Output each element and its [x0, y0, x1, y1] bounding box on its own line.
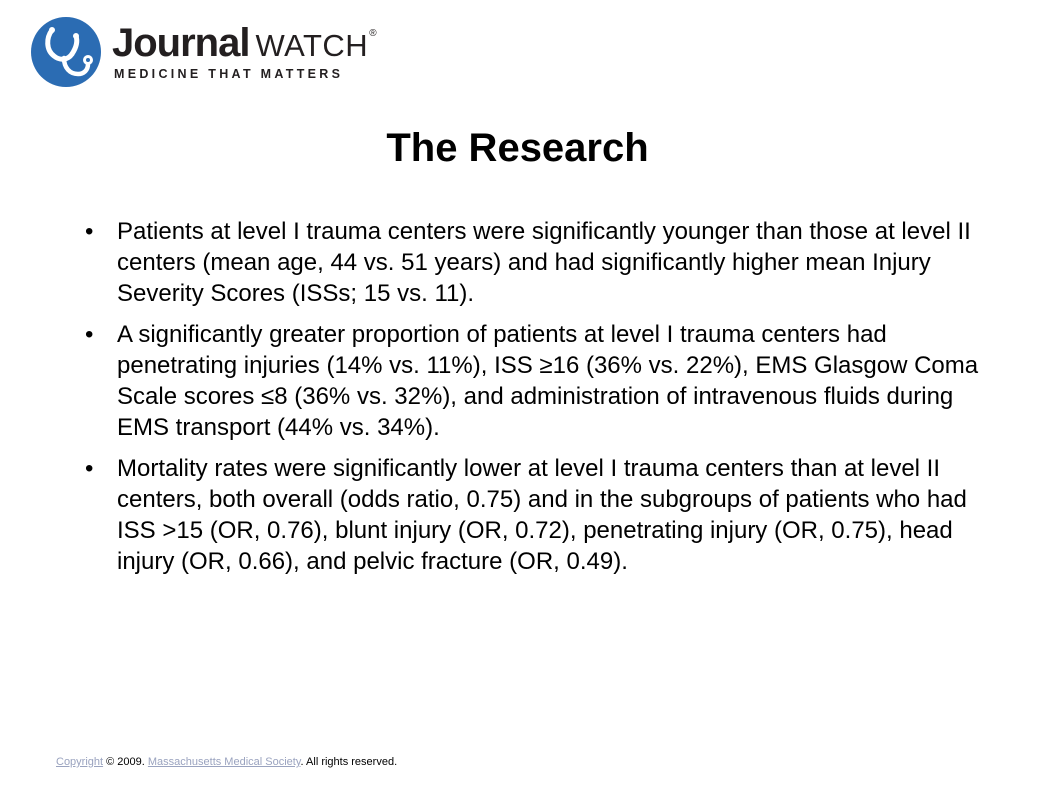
bullet-text: Patients at level I trauma centers were significantly younger than those at level II centers (mean age, 44 vs. 51 years) and had significantly higher mean Injury Severity Scores (ISSs; 15 vs. 11).	[117, 218, 971, 307]
bullet-item	[85, 216, 985, 309]
copyright-year: © 2009.	[103, 756, 148, 768]
stethoscope-globe-icon	[30, 16, 102, 88]
logo-tagline: MEDICINE THAT MATTERS	[114, 67, 344, 81]
logo-name	[112, 23, 377, 63]
bullet-marker: •	[85, 321, 94, 348]
logo-name-bold: Journal	[112, 21, 250, 65]
society-link[interactable]: Massachusetts Medical Society	[147, 756, 301, 768]
logo-name-regular: WATCH	[255, 28, 369, 63]
bullet-text: A significantly greater proportion of patients at level I trauma centers had penetrating injuries (14% vs. 11%), ISS ≥16 (36% vs. 22%), EMS Glasgow Coma Scale scores ≤8 (36% vs. 32%), and administration of intravenous fluids during EMS transport (44% vs. 34%).	[117, 321, 979, 441]
rights-text: . All rights reserved.	[300, 756, 398, 768]
bullet-marker: •	[85, 455, 94, 482]
logo-wordmark	[112, 23, 377, 81]
slide-title: The Research	[386, 126, 649, 170]
bullet-marker: •	[85, 218, 94, 245]
copyright-footer	[56, 756, 397, 768]
bullet-item	[85, 319, 985, 443]
journal-watch-logo	[30, 16, 377, 88]
registered-mark: ®	[369, 28, 377, 39]
bullet-item	[85, 453, 985, 577]
bullet-list	[85, 216, 985, 587]
bullet-text: Mortality rates were significantly lower at level I trauma centers than at level II centers, both overall (odds ratio, 0.75) and in the subgroups of patients who had ISS >15 (OR, 0.76), blunt injury (OR, 0.72), penetrating injury (OR, 0.75), head injury (OR, 0.66), and pelvic fracture (OR, 0.49).	[117, 455, 967, 575]
copyright-link[interactable]: Copyright	[56, 756, 104, 768]
